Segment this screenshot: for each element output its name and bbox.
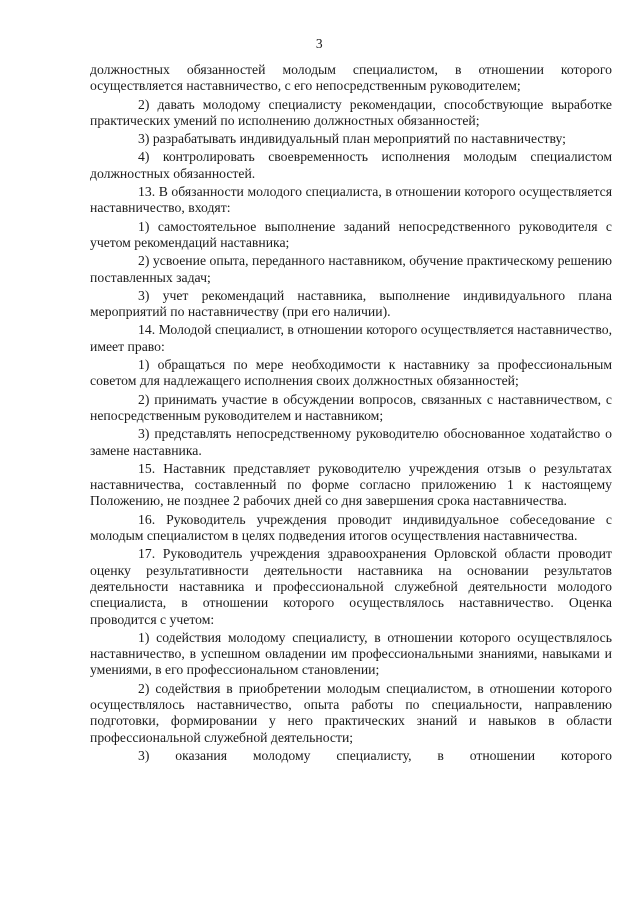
paragraph: 3) представлять непосредственному руководителю обоснованное ходатайство о замене наставника. — [90, 426, 612, 458]
paragraph: 13. В обязанности молодого специалиста, в отношении которого осуществляется наставничество, входят: — [90, 184, 612, 216]
paragraph: 17. Руководитель учреждения здравоохранения Орловской области проводит оценку результативности деятельности наставника на основании результатов деятельности наставника и профессиональной служебной деятельности молодого специалиста, в отношении которого осуществлялось наставничество. Оценка проводится с учетом: — [90, 546, 612, 627]
paragraph: 3) разрабатывать индивидуальный план мероприятий по наставничеству; — [138, 131, 566, 147]
paragraph: должностных обязанностей молодым специалистом, в отношении которого осуществляется наставничество, с его непосредственным руководителем; — [90, 62, 612, 94]
paragraph: 3) учет рекомендаций наставника, выполнение индивидуального плана мероприятий по наставничеству (при его наличии). — [90, 287, 612, 320]
page-number: 3 — [315, 36, 324, 51]
paragraph: 1) обращаться по мере необходимости к наставнику за профессиональным советом для надлежащего исполнения своих должностных обязанностей; — [90, 357, 612, 389]
paragraph: 14. Молодой специалист, в отношении которого осуществляется наставничество, имеет право: — [90, 322, 612, 354]
paragraph: 1) самостоятельное выполнение заданий непосредственного руководителя с учетом рекомендаций наставника; — [90, 218, 612, 250]
paragraph: 2) давать молодому специалисту рекомендации, способствующие выработке практических умений по исполнению должностных обязанностей; — [90, 96, 612, 128]
paragraph: 3) оказания молодому специалисту, в отношении которого — [138, 747, 612, 763]
document-body — [90, 62, 612, 764]
paragraph: 16. Руководитель учреждения проводит индивидуальное собеседование с молодым специалистом в целях подведения итогов осуществления наставничества. — [90, 511, 612, 544]
paragraph: 2) принимать участие в обсуждении вопросов, связанных с наставничеством, с непосредственным руководителем и наставником; — [90, 391, 612, 423]
paragraph: 2) содействия в приобретении молодым специалистом, в отношении которого осуществлялось наставничество, опыта работы по специальности, направлению подготовки, формировании у него практических знаний и навыков в области профессиональной служебной деятельности; — [90, 680, 612, 745]
paragraph: 2) усвоение опыта, переданного наставником, обучение практическому решению поставленных задач; — [90, 253, 612, 285]
paragraph: 4) контролировать своевременность исполнения молодым специалистом должностных обязанностей. — [90, 149, 612, 181]
paragraph: 1) содействия молодому специалисту, в отношении которого осуществлялось наставничество, в успешном овладении им профессиональными знаниями, навыками и умениями, в его профессиональном становлении; — [90, 629, 612, 678]
paragraph: 15. Наставник представляет руководителю учреждения отзыв о результатах наставничества, составленный по форме согласно приложению 1 к настоящему Положению, не позднее 2 рабочих дней со дня завершения срока наставничества. — [90, 460, 612, 509]
